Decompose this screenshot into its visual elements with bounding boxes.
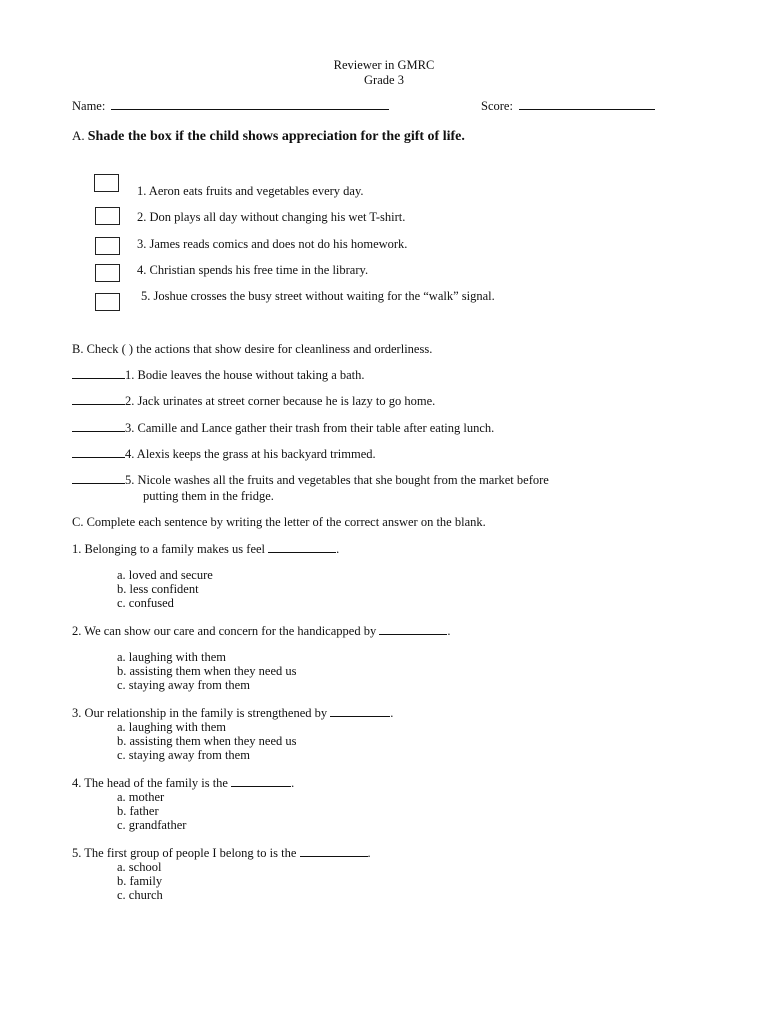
question-1-stem: 1. Belonging to a family makes us feel (72, 542, 266, 556)
section-b-item-1-text: 1. Bodie leaves the house without taking a bath. (125, 368, 365, 382)
question-3-choice-c: c. staying away from them (117, 748, 250, 762)
name-label: Name: (72, 99, 106, 113)
question-3-stem: 3. Our relationship in the family is strengthened by (72, 706, 328, 720)
question-4-choice-a: a. mother (117, 790, 165, 804)
question-2-stem: 2. We can show our care and concern for the handicapped by (72, 624, 377, 638)
check-blank-3[interactable] (72, 431, 125, 432)
section-a-instruction (72, 128, 465, 145)
shade-box-1[interactable] (94, 174, 119, 192)
answer-blank-4[interactable] (231, 786, 291, 787)
question-1-end: . (336, 542, 340, 556)
question-5 (72, 846, 371, 861)
worksheet-title: Reviewer in GMRC (333, 58, 435, 72)
question-1-choice-a: a. loved and secure (117, 568, 213, 582)
section-a-item-1: 1. Aeron eats fruits and vegetables every day. (137, 184, 364, 198)
score-label: Score: (481, 99, 513, 113)
answer-blank-5[interactable] (300, 856, 368, 857)
question-2-end: . (447, 624, 451, 638)
question-3-choice-a: a. laughing with them (117, 720, 227, 734)
section-a-item-2: 2. Don plays all day without changing his wet T-shirt. (137, 210, 406, 224)
question-3-end: . (390, 706, 394, 720)
section-b-item-5-text: 5. Nicole washes all the fruits and vegetables that she bought from the market before (125, 473, 549, 487)
answer-blank-2[interactable] (379, 634, 447, 635)
section-a-instruction-text: Shade the box if the child shows appreciation for the gift of life. (87, 129, 465, 144)
section-b-item-4 (72, 447, 376, 462)
question-3 (72, 706, 393, 721)
check-blank-5[interactable] (72, 483, 125, 484)
score-blank[interactable] (519, 109, 655, 110)
shade-box-2[interactable] (95, 207, 120, 225)
shade-box-3[interactable] (95, 237, 120, 255)
shade-box-5[interactable] (95, 293, 120, 311)
question-5-choice-c: c. church (117, 888, 163, 902)
question-1 (72, 542, 339, 557)
question-1-choice-c: c. confused (117, 596, 174, 610)
question-5-choice-b: b. family (117, 874, 163, 888)
section-b-item-2-text: 2. Jack urinates at street corner because he is lazy to go home. (125, 394, 436, 408)
answer-blank-3[interactable] (330, 716, 390, 717)
section-b-item-4-text: 4. Alexis keeps the grass at his backyard trimmed. (125, 447, 376, 461)
section-b-instruction: B. Check ( ) the actions that show desire for cleanliness and orderliness. (72, 342, 433, 356)
question-5-end: . (367, 846, 371, 860)
check-blank-1[interactable] (72, 378, 125, 379)
question-5-choice-a: a. school (117, 860, 162, 874)
question-3-choice-b: b. assisting them when they need us (117, 734, 297, 748)
question-2-choice-c: c. staying away from them (117, 678, 250, 692)
check-blank-4[interactable] (72, 457, 125, 458)
question-4-stem: 4. The head of the family is the (72, 776, 228, 790)
section-a-item-3: 3. James reads comics and does not do his homework. (137, 237, 408, 251)
section-a-item-5: 5. Joshue crosses the busy street without waiting for the “walk” signal. (141, 289, 495, 303)
question-2 (72, 624, 450, 639)
section-a-item-4: 4. Christian spends his free time in the library. (137, 263, 369, 277)
section-b-item-2 (72, 394, 435, 409)
section-b-item-3-text: 3. Camille and Lance gather their trash from their table after eating lunch. (125, 421, 495, 435)
check-blank-2[interactable] (72, 404, 125, 405)
section-b-item-3 (72, 421, 494, 436)
question-1-choice-b: b. less confident (117, 582, 199, 596)
score-field (481, 99, 655, 114)
question-5-stem: 5. The first group of people I belong to is the (72, 846, 297, 860)
section-b-item-1 (72, 368, 365, 383)
name-blank[interactable] (111, 109, 389, 110)
question-4-choice-b: b. father (117, 804, 159, 818)
section-a-letter: A. (72, 128, 85, 143)
question-4-end: . (291, 776, 295, 790)
shade-box-4[interactable] (95, 264, 120, 282)
worksheet-grade: Grade 3 (364, 73, 404, 87)
question-2-choice-b: b. assisting them when they need us (117, 664, 297, 678)
question-4-choice-c: c. grandfather (117, 818, 187, 832)
section-b-item-5 (72, 473, 549, 488)
section-c-instruction: C. Complete each sentence by writing the letter of the correct answer on the blank. (72, 515, 486, 529)
section-b-item-5-continuation: putting them in the fridge. (143, 489, 274, 503)
question-4 (72, 776, 294, 791)
question-2-choice-a: a. laughing with them (117, 650, 227, 664)
answer-blank-1[interactable] (268, 552, 336, 553)
name-field (72, 99, 389, 114)
